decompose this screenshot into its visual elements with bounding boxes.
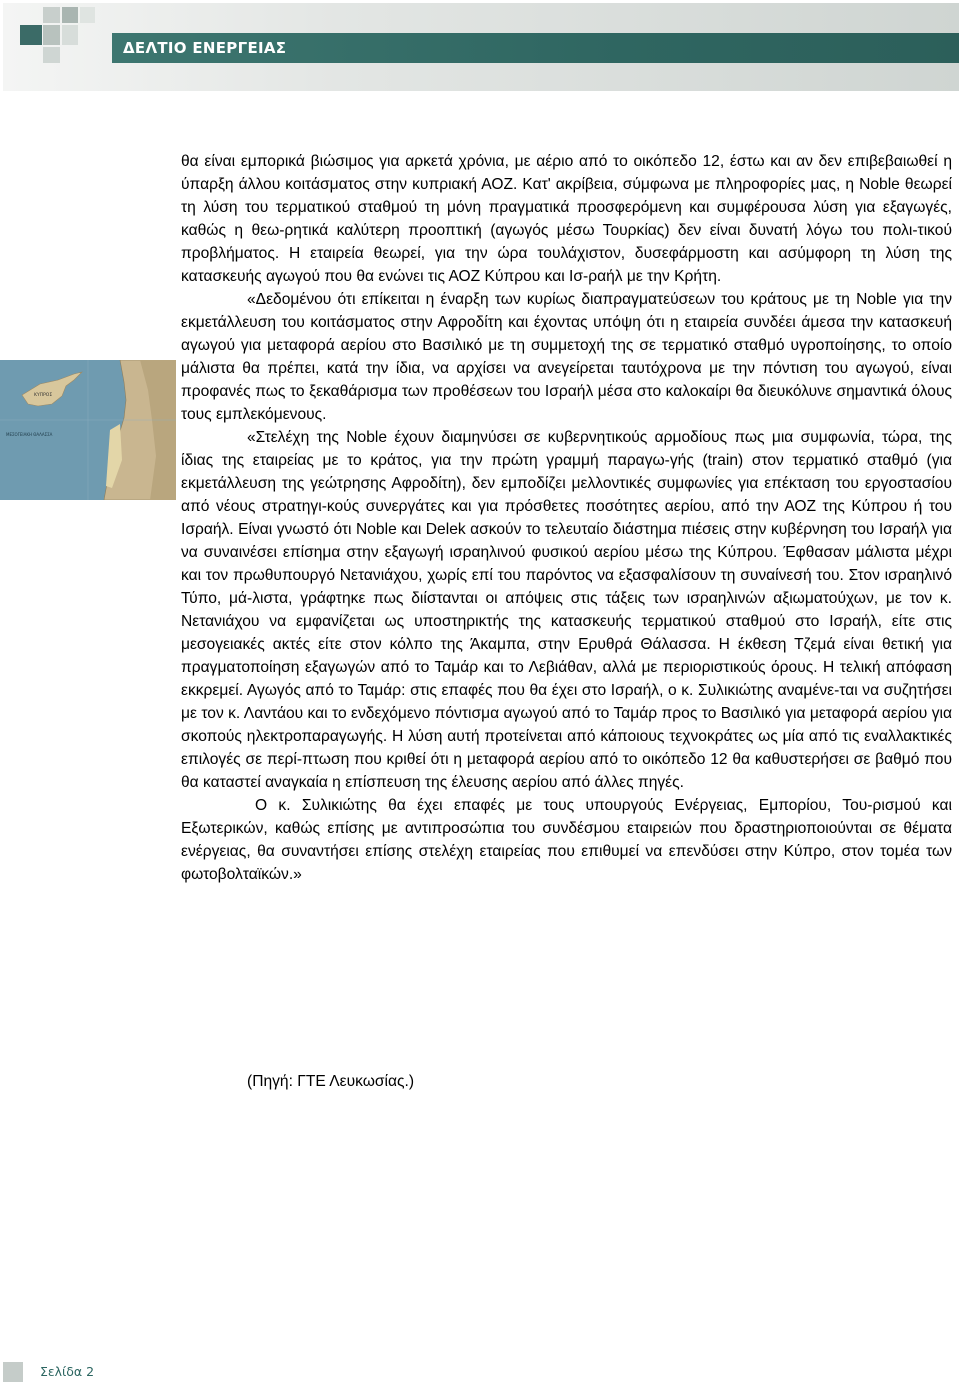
- page-title: ΔΕΛΤΙΟ ΕΝΕΡΓΕΙΑΣ: [123, 39, 287, 57]
- paragraph: «Στελέχη της Noble έχουν διαμηνύσει σε κυβερνητικούς αρμοδίους πως μια συμφωνία, τώρα, της ίδιας της εταιρείας με το κράτος, για την πρώτη γραμμή παραγω-γής (train) στον τερματικό σταθμό (για εκμετάλλευση της γεώτρησης Αφροδίτη), δεν εμποδίζει μελλοντικές συμφωνίες για επέκταση του εργοστασίου από νέους στρατηγι-κούς συνεργάτες και για πρόσθετες ποσότητες αερίου, από την ΑΟΖ της Κύπρου ή του Ισραήλ. Είναι γνωστό ότι Noble και Delek ασκούν το τελευταίο διάστημα πιέσεις στην κυβέρνηση του Ισραήλ για να συναινέσει επίσημα στην εξαγωγή ισραηλινού φυσικού αερίου μέσω της Κύπρου. Έφθασαν μάλιστα μέχρι και τον πρωθυπουργό Νετανιάχου, χωρίς επί του παρόντος να εξασφαλίσουν τη συναίνεσή του. Στον ισραηλινό Τύπο, μά-λιστα, γράφτηκε πως διίστανται οι απόψεις στις τάξεις των ισραηλινών αξιωματούχων, με τον κ. Νετανιάχου να εμφανίζεται ως υποστηρικτής της κατασκευής τερματικού σταθμού στο Ισραήλ, είτε στις μεσογειακές ακτές είτε στον κόλπο της Άκαμπα, στην Ερυθρά Θάλασσα. Η έκθεση Τζεμά είναι θετική για πραγματοποίηση εξαγωγών από το Ταμάρ και το Λεβιάθαν, αλλά με περιοριστικούς όρους. Η τελική απόφαση εκκρεμεί. Αγωγός από το Ταμάρ: στις επαφές που θα έχει στο Ισραήλ, ο κ. Συλικιώτης αναμένε-ται να συζητήσει με τον κ. Λαντάου και το ενδεχόμενο πόντισμα αγωγού από το Ταμάρ προς το Βασιλικό για μεταφορά αερίου για σκοπούς ηλεκτροπαραγωγής. Η λύση αυτή προτείνεται από κάποιους τεχνοκράτες ως μία από τις εναλλακτικές επιλογές σε περί-πτωση που κριθεί ότι η μεταφορά αερίου από το οικόπεδο 12 θα καθυστερήσει σε βαθμό που θα καταστεί αναγκαία η επίσπευση της έλευσης αερίου από άλλες πηγές.: [181, 429, 952, 791]
- paragraph: Ο κ. Συλικιώτης θα έχει επαφές με τους υπουργούς Ενέργειας, Εμπορίου, Του-ρισμού και Εξωτερικών, καθώς επίσης με αντιπροσώπια του συνδέσμου εταιρειών που δραστηριοποιούνται σε θέματα ενέργειας, θα συναντήσει επίσης στελέχη εταιρείας που επιθυμεί να επενδύσει στην Κύπρο, στον τομέα των φωτοβολταϊκών.»: [181, 797, 952, 883]
- decor-square: [62, 25, 78, 45]
- map-label-sea: ΜΕΣΟΓΕΙΑΚΗ ΘΑΛΑΣΣΑ: [6, 432, 53, 437]
- paragraph: θα είναι εμπορικά βιώσιμος για αρκετά χρόνια, με αέριο από το οικόπεδο 12, έστω και αν δεν επιβεβαιωθεί η ύπαρξη άλλου κοιτάσματος στην κυπριακή ΑΟΖ. Κατ' ακρίβεια, σύμφωνα με πληροφορίες μας, η Noble θεωρεί τη λύση του τερματικού σταθμού τη μόνη πραγματικά προσφερόμενη και συμφέρουσα λύση για εξαγωγές, καθώς η θεω-ρητικά καλύτερη προοπτική (αγωγός μέσω Τουρκίας) δεν είναι δυνατή λόγω του πολι-τικού προβλήματος. Η εταιρεία θεωρεί, για την ώρα τουλάχιστον, δυσεφάρμοστη και ασύμφορη τη λύση της κατασκευής αγωγού που θα ενώνει τις ΑΟΖ Κύπρου και Ισ-ραήλ με την Κρήτη.: [181, 153, 952, 285]
- decor-square: [43, 7, 60, 23]
- decor-square: [62, 7, 78, 23]
- decor-square: [43, 25, 60, 45]
- article-body: [181, 150, 952, 886]
- decor-square: [80, 7, 95, 23]
- source-note: (Πηγή: ΓΤΕ Λευκωσίας.): [247, 1073, 415, 1090]
- header-banner: [3, 3, 959, 91]
- decor-square: [43, 47, 60, 63]
- map-label-cyprus: ΚΥΠΡΟΣ: [34, 393, 53, 398]
- title-bar: [112, 33, 959, 63]
- decor-square: [20, 25, 42, 45]
- paragraph: «Δεδομένου ότι επίκειται η έναρξη των κυρίως διαπραγματεύσεων του κράτους με τη Noble για την εκμετάλλευση του κοιτάσματος στην Αφροδίτη και έχοντας υπόψη ότι η εταιρεία συνδέει άμεσα την κατασκευή αγωγού για μεταφορά αερίου στο Βασιλικό με τη συμμετοχή της σε τερματικό σταθμό υγροποίησης, το οποίο μάλιστα θα πρέπει, κατά την ίδια, να αρχίσει να ανεγείρεται ταυτόχρονα με την πόντιση του αγωγού, είναι προφανές πως το ξεκαθάρισμα των προθέσεων του Ισραήλ μέσα στο καλοκαίρι θα διευκόλυνε σημαντικά όλους τους εμπλεκόμενους.: [181, 291, 952, 423]
- region-map-image: [0, 360, 176, 500]
- page-number: Σελίδα 2: [40, 1364, 95, 1379]
- footer-square: [3, 1362, 23, 1382]
